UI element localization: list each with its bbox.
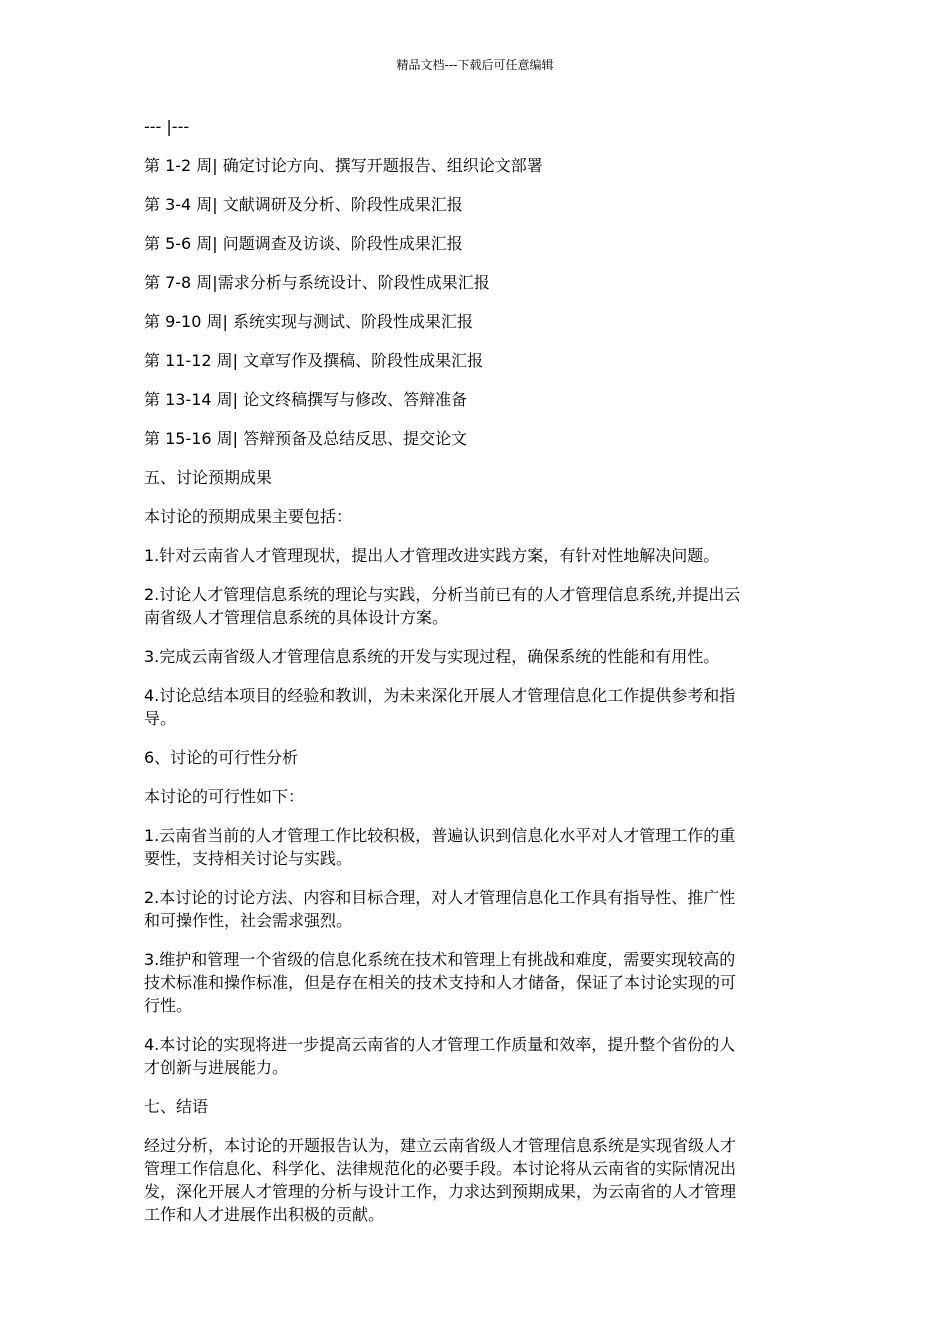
paragraph-line: 才创新与进展能力。 bbox=[144, 1058, 289, 1077]
paragraph-line: 南省级人才管理信息系统的具体设计方案。 bbox=[144, 608, 449, 627]
paragraph-line: 经过分析，本讨论的开题报告认为，建立云南省级人才管理信息系统是实现省级人才 bbox=[144, 1136, 737, 1155]
feasibility-item bbox=[144, 824, 804, 870]
paragraph-line: 4.本讨论的实现将进一步提高云南省的人才管理工作质量和效率，提升整个省份的人 bbox=[144, 1035, 736, 1054]
paragraph-line: 2.本讨论的讨论方法、内容和目标合理，对人才管理信息化工作具有指导性、推广性 bbox=[144, 888, 736, 907]
schedule-row: 第 7-8 周|需求分析与系统设计、阶段性成果汇报 bbox=[144, 273, 490, 292]
schedule-row: 第 9-10 周| 系统实现与测试、阶段性成果汇报 bbox=[144, 312, 473, 331]
section-heading-6: 6、讨论的可行性分析 bbox=[144, 748, 299, 767]
schedule-row: 第 13-14 周| 论文终稿撰写与修改、答辩准备 bbox=[144, 390, 468, 409]
expected-result-item bbox=[144, 645, 804, 668]
schedule-row: 第 3-4 周| 文献调研及分析、阶段性成果汇报 bbox=[144, 195, 463, 214]
paragraph-line: 行性。 bbox=[144, 996, 193, 1015]
section-heading-5: 五、讨论预期成果 bbox=[144, 468, 273, 487]
page-header: 精品文档---下载后可任意编辑 bbox=[396, 58, 554, 72]
paragraph-line: 管理工作信息化、科学化、法律规范化的必要手段。本讨论将从云南省的实际情况出 bbox=[144, 1159, 737, 1178]
feasibility-item bbox=[144, 886, 804, 932]
schedule-separator: --- |--- bbox=[144, 117, 190, 136]
feasibility-item bbox=[144, 1033, 804, 1079]
paragraph-line: 1.针对云南省人才管理现状，提出人才管理改进实践方案，有针对性地解决问题。 bbox=[144, 546, 720, 565]
paragraph-line: 导。 bbox=[144, 709, 177, 728]
section-intro-6: 本讨论的可行性如下： bbox=[144, 787, 305, 806]
schedule-row: 第 1-2 周| 确定讨论方向、撰写开题报告、组织论文部署 bbox=[144, 156, 543, 175]
expected-result-item bbox=[144, 684, 804, 730]
paragraph-line: 3.维护和管理一个省级的信息化系统在技术和管理上有挑战和难度，需要实现较高的 bbox=[144, 950, 736, 969]
section-heading-7: 七、结语 bbox=[144, 1097, 209, 1116]
paragraph-line: 4.讨论总结本项目的经验和教训，为未来深化开展人才管理信息化工作提供参考和指 bbox=[144, 686, 736, 705]
document-body bbox=[144, 115, 804, 1242]
feasibility-item bbox=[144, 948, 804, 1017]
paragraph-line: 和可操作性，社会需求强烈。 bbox=[144, 911, 353, 930]
paragraph-line: 工作和人才进展作出积极的贡献。 bbox=[144, 1205, 385, 1224]
paragraph-line: 1.云南省当前的人才管理工作比较积极，普遍认识到信息化水平对人才管理工作的重 bbox=[144, 826, 736, 845]
paragraph-line: 技术标准和操作标准，但是存在相关的技术支持和人才储备，保证了本讨论实现的可 bbox=[144, 973, 737, 992]
paragraph-line: 3.完成云南省级人才管理信息系统的开发与实现过程，确保系统的性能和有用性。 bbox=[144, 647, 720, 666]
schedule-row: 第 15-16 周| 答辩预备及总结反思、提交论文 bbox=[144, 429, 468, 448]
expected-result-item bbox=[144, 544, 804, 567]
schedule-row: 第 5-6 周| 问题调查及访谈、阶段性成果汇报 bbox=[144, 234, 463, 253]
paragraph-line: 2.讨论人才管理信息系统的理论与实践，分析当前已有的人才管理信息系统,并提出云 bbox=[144, 585, 741, 604]
paragraph-line: 要性，支持相关讨论与实践。 bbox=[144, 849, 353, 868]
schedule-table bbox=[144, 115, 804, 450]
conclusion-paragraph bbox=[144, 1134, 804, 1226]
section-intro-5: 本讨论的预期成果主要包括： bbox=[144, 507, 353, 526]
paragraph-line: 发，深化开展人才管理的分析与设计工作，力求达到预期成果，为云南省的人才管理 bbox=[144, 1182, 737, 1201]
expected-result-item bbox=[144, 583, 804, 629]
schedule-row: 第 11-12 周| 文章写作及撰稿、阶段性成果汇报 bbox=[144, 351, 484, 370]
